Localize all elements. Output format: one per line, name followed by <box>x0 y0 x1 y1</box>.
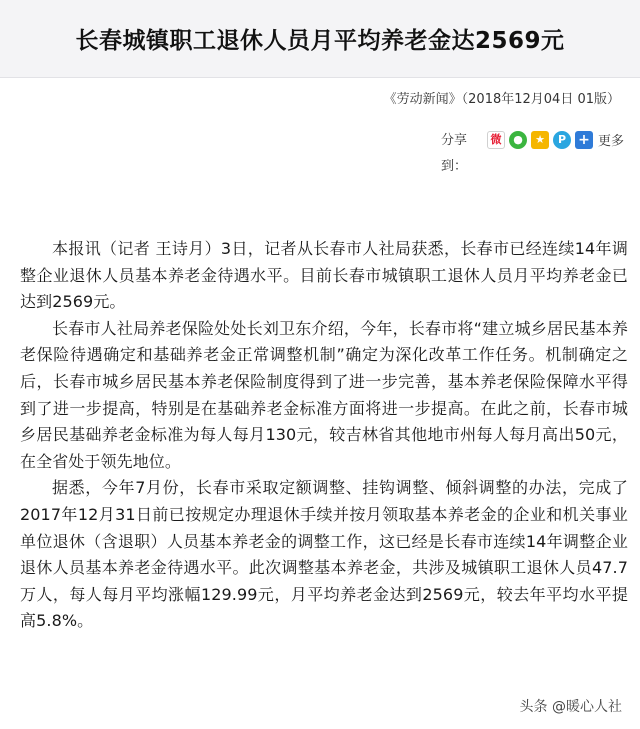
share-bar <box>441 128 624 180</box>
weibo-icon[interactable]: 微 <box>487 131 505 149</box>
article-body <box>20 236 628 635</box>
paragraph: 长春市人社局养老保险处处长刘卫东介绍，今年，长春市将“建立城乡居民基本养老保险待遇确定和基础养老金正常调整机制”确定为深化改革工作任务。机制确定之后，长春市城乡居民基本养老保险制度得到了进一步完善，基本养老保险保障水平得到了进一步提高，特别是在基础养老金标准方面将进一步提高。在此之前，长春市城乡居民基础养老金标准为每人每月130元，较吉林省其他地市州每人每月高出50元，在全省处于领先地位。 <box>20 318 628 471</box>
article-title: 长春城镇职工退休人员月平均养老金达2569元 <box>75 28 565 54</box>
wechat-icon[interactable]: ● <box>509 131 527 149</box>
share-icons <box>487 130 624 149</box>
share-label: 分享到： <box>441 133 468 174</box>
more-icon[interactable]: + <box>575 131 593 149</box>
paragraph: 本报讯（记者 王诗月）3日，记者从长春市人社局获悉，长春市已经连续14年调整企业退休人员基本养老金待遇水平。目前长春市城镇职工退休人员月平均养老金已达到2569元。 <box>20 239 628 312</box>
article-source: 《劳动新闻》（2018年12月04日 01版） <box>383 92 620 107</box>
tencent-weibo-icon[interactable]: P <box>553 131 571 149</box>
more-share-link[interactable]: 更多 <box>598 134 625 149</box>
headline-banner <box>0 0 640 78</box>
qzone-icon[interactable]: ★ <box>531 131 549 149</box>
source-watermark: 头条 @暖心人社 <box>518 696 624 716</box>
paragraph: 据悉，今年7月份，长春市采取定额调整、挂钩调整、倾斜调整的办法，完成了2017年12月31日前已按规定办理退休手续并按月领取基本养老金的企业和机关事业单位退休（含退职）人员基本养老金的调整工作，这已经是长春市连续14年调整企业退休人员基本养老金待遇水平。此次调整基本养老金，共涉及城镇职工退休人员47.7万人，每人每月平均涨幅129.99元，月平均养老金达到2569元，较去年平均水平提高5.8%。 <box>20 478 628 631</box>
